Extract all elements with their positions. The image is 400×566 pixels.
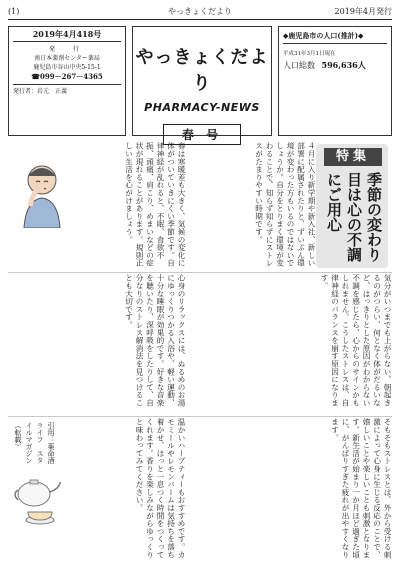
- population-label: 人口総数: [283, 61, 315, 70]
- logo-japanese: やっきょくだより: [135, 47, 269, 94]
- article-column-3: そもそもストレスとは、外から受ける刺激によって心身に生じる反応のことで、嬉しいことや楽しいことも刺激となります。新生活が始まり一か月ほど過ぎた頃に、がんばりすぎた疲れが出やすくなります。: [330, 418, 392, 559]
- publisher-info: [8, 26, 126, 136]
- publisher-address: 鹿児島市谷山中央5-15-1: [33, 64, 101, 71]
- article-column-4: 春は寒暖差も大きく、気候の変化に体がついていきにくい季節です。自律神経が乱れると、不眠、食欲不振、頭痛、肩こり、めまいなどの症状が現れることがあります。規則正しい生活を心がけましょう。: [124, 142, 186, 267]
- newsletter-title: やっきょくだより: [168, 7, 232, 16]
- column-divider: [8, 272, 392, 273]
- newsletter-logo: [132, 26, 272, 142]
- teapot-illustration: [10, 472, 64, 532]
- feature-tag: 特集: [324, 148, 382, 166]
- article-column-5: 心身のリラックスには、ぬるめのお湯にゆっくりつかる入浴や、軽い運動、十分な睡眠が効果的です。好きな音楽を聴いたり、深呼吸をしたりして、自分なりのストレス解消法を見つけることも大切です。: [124, 274, 186, 407]
- page-header: [8, 6, 392, 20]
- masthead: [8, 26, 392, 142]
- stressed-person-illustration: [14, 158, 70, 228]
- column-divider: [8, 416, 392, 417]
- article-column-6: 温かいハーブティーもおすすめです。カモミールやレモンバームは気持ちを落ち着かせ、ほっと一息つく時間をつくってくれます。香りを楽しみながらゆっくりと味わってみてください。: [135, 418, 186, 559]
- publisher-org: 南日本薬剤センター薬局: [34, 55, 100, 62]
- article-body: [8, 142, 392, 560]
- issue-number: 2019年4月418号: [13, 30, 121, 42]
- population-title: ◆鹿児島市の人口(推計)◆: [283, 31, 387, 44]
- publisher-phone: ☎099－267－4365: [31, 72, 103, 81]
- page-number: (1): [8, 7, 20, 16]
- population-box: [278, 26, 392, 136]
- article-column-2: 気分がいつまでも上がらない、朝起きるのがつらい、何となく体がだるいなど、はっきりとした原因がわからない不調を感じたら、心からのサインかもしれません。こうしたストレスは、自律神経のバランスを崩す原因になります。: [320, 274, 392, 407]
- population-date: 平成31年3月1日現在: [283, 51, 336, 57]
- source-caption: 引用：薬命酒ライフ スタイルマガジン （転載）: [14, 422, 55, 471]
- article-column-1: ４月に入り新学期や新入社、新しい部署に配属されたりと、ずいぶん環境が変わった方もいるのではないでしょうか。自分をとりまく環境が変わることで、知らず知らずにストレスがたまりやすい時期です。: [254, 142, 316, 267]
- population-value: 596,636人: [321, 60, 366, 70]
- season-label: 春 号: [163, 124, 241, 145]
- issue-date: 2019年4月発行: [334, 7, 392, 16]
- feature-headline: 季節の変わり目は心の不調にご用心: [325, 172, 383, 262]
- publisher-label: 発 行: [48, 46, 85, 53]
- logo-english: PHARMACY-NEWS: [144, 101, 260, 114]
- publisher-editor: 発行者：岩元 正義: [13, 84, 121, 96]
